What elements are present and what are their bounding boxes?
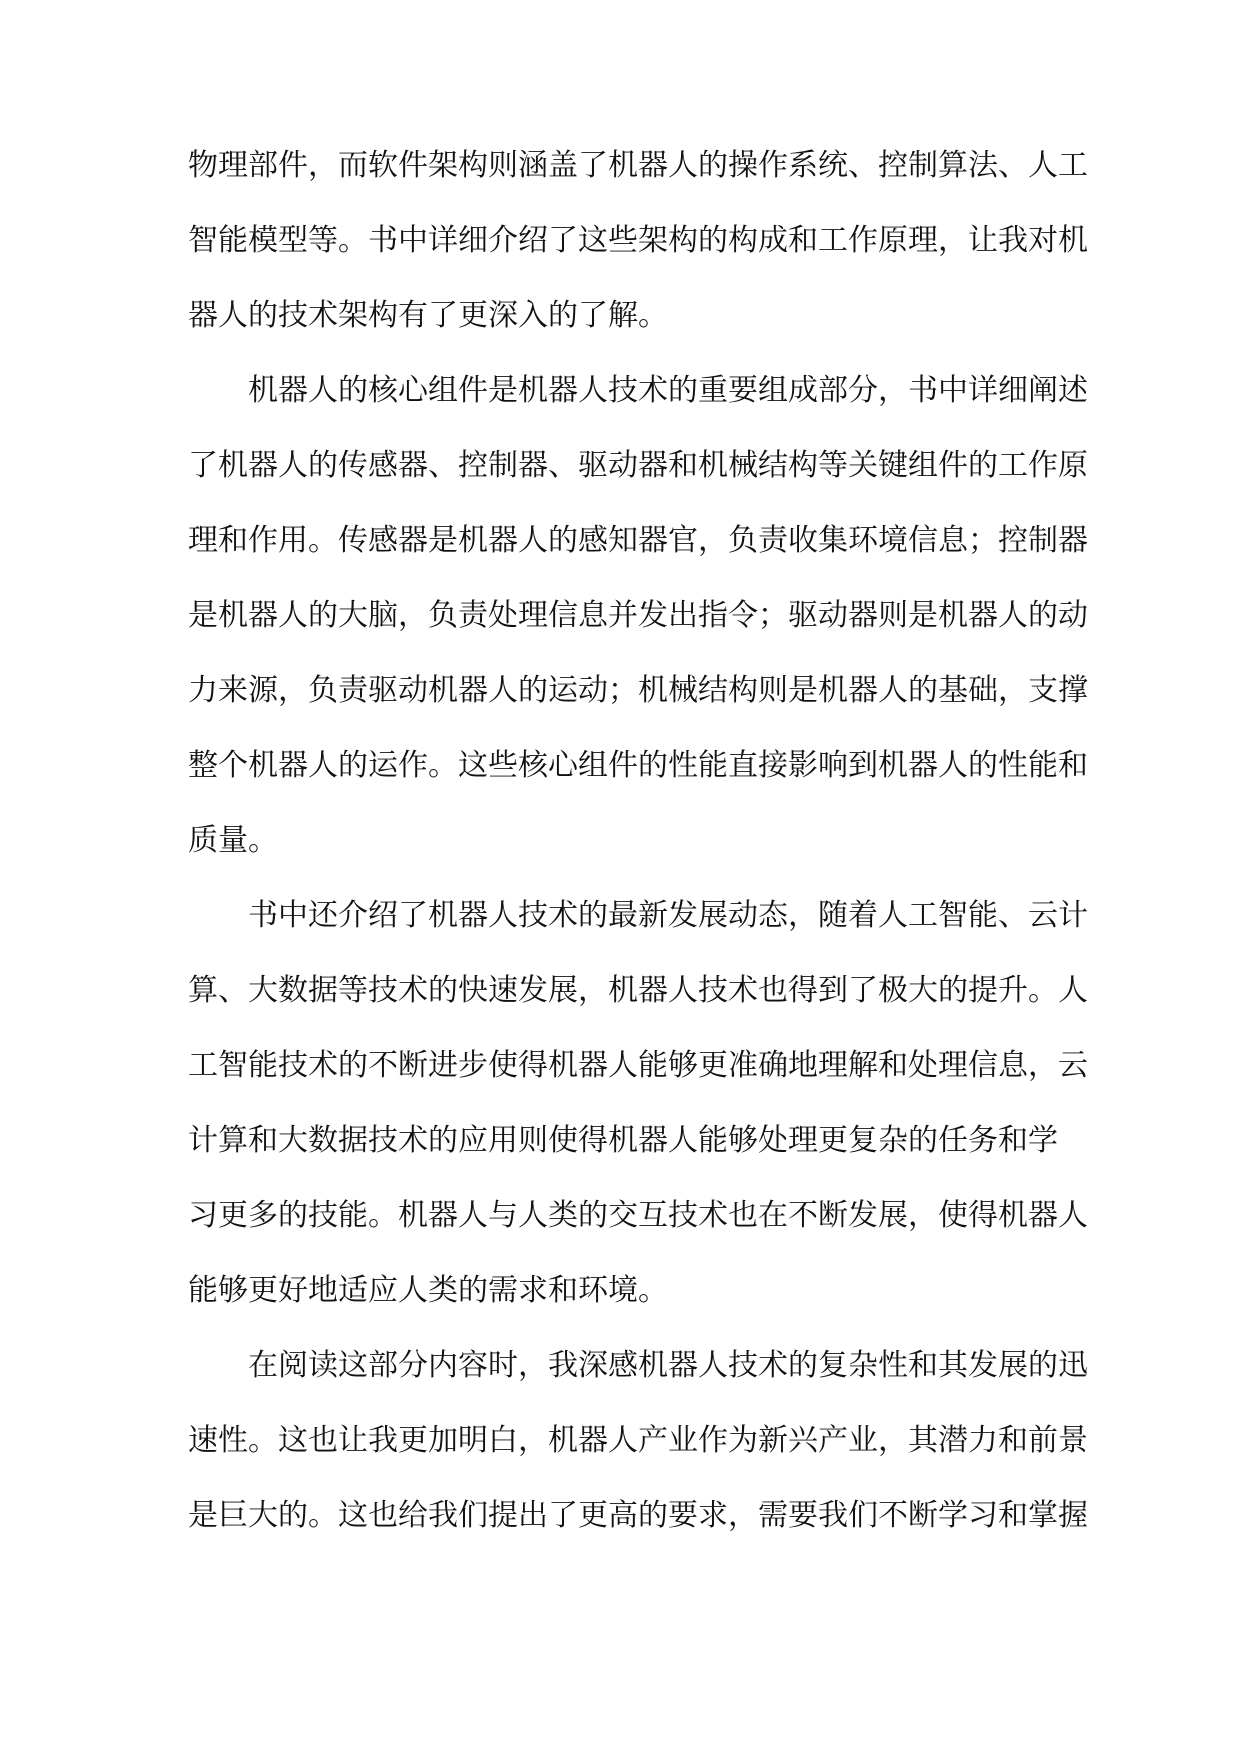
text-line: 整个机器人的运作。这些核心组件的性能直接影响到机器人的性能和	[188, 748, 1088, 783]
text-line: 工智能技术的不断进步使得机器人能够更准确地理解和处理信息，云	[188, 1048, 1088, 1083]
text-line: 是机器人的大脑，负责处理信息并发出指令；驱动器则是机器人的动	[188, 598, 1088, 633]
text-line: 质量。	[188, 823, 278, 858]
text-line: 物理部件，而软件架构则涵盖了机器人的操作系统、控制算法、人工	[188, 148, 1088, 183]
body-text	[188, 141, 1088, 1566]
text-line: 书中还介绍了机器人技术的最新发展动态，随着人工智能、云计	[248, 898, 1088, 933]
text-line: 能够更好地适应人类的需求和环境。	[188, 1273, 668, 1308]
text-line: 理和作用。传感器是机器人的感知器官，负责收集环境信息；控制器	[188, 523, 1088, 558]
text-line: 算、大数据等技术的快速发展，机器人技术也得到了极大的提升。人	[188, 973, 1088, 1008]
text-line: 力来源，负责驱动机器人的运动；机械结构则是机器人的基础，支撑	[188, 673, 1088, 708]
text-line: 习更多的技能。机器人与人类的交互技术也在不断发展，使得机器人	[188, 1198, 1088, 1233]
text-line: 器人的技术架构有了更深入的了解。	[188, 298, 668, 333]
text-line: 计算和大数据技术的应用则使得机器人能够处理更复杂的任务和学	[188, 1123, 1058, 1158]
text-line: 是巨大的。这也给我们提出了更高的要求，需要我们不断学习和掌握	[188, 1498, 1088, 1533]
text-line: 在阅读这部分内容时，我深感机器人技术的复杂性和其发展的迅	[248, 1348, 1088, 1383]
text-line: 智能模型等。书中详细介绍了这些架构的构成和工作原理，让我对机	[188, 223, 1088, 258]
paragraph-1	[188, 141, 1088, 366]
paragraph-3	[188, 891, 1088, 1341]
paragraph-2	[188, 366, 1088, 891]
text-line: 了机器人的传感器、控制器、驱动器和机械结构等关键组件的工作原	[188, 448, 1088, 483]
text-line: 速性。这也让我更加明白，机器人产业作为新兴产业，其潜力和前景	[188, 1423, 1088, 1458]
paragraph-4	[188, 1341, 1088, 1566]
text-line: 机器人的核心组件是机器人技术的重要组成部分，书中详细阐述	[248, 373, 1088, 408]
